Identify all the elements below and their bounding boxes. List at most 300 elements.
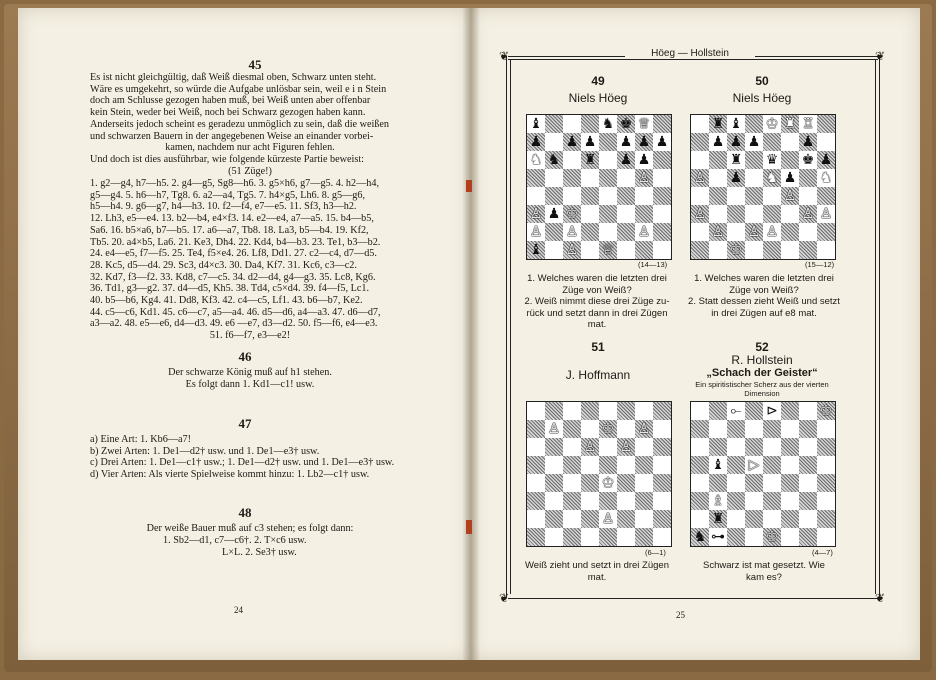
board-square	[545, 115, 563, 133]
chess-piece-icon: ♝	[529, 116, 543, 132]
board-square	[763, 510, 781, 528]
board-square	[691, 492, 709, 510]
board-square	[763, 205, 781, 223]
board-square	[527, 510, 545, 528]
chess-piece-icon: ♙	[529, 224, 543, 240]
chess-piece-icon: ♙	[711, 224, 725, 240]
board-square	[781, 528, 799, 546]
board-square	[781, 474, 799, 492]
chess-piece-icon: ♞	[547, 152, 561, 168]
board-square	[617, 528, 635, 546]
board-square	[799, 402, 817, 420]
problem-51-number: 51	[591, 340, 605, 354]
question-line: 2. Weiß nimmt diese drei Züge zu-	[524, 296, 670, 307]
board-square	[527, 187, 545, 205]
move-line: h5—h4. 9. g6—g7, h4—h3. 10. f2—f4, e7—e5. 11. Sf3, h3—h2.	[90, 201, 357, 213]
problem-49-author: Niels Höeg	[568, 91, 628, 105]
footer-rule	[508, 598, 878, 599]
chess-piece-icon: ♙	[765, 224, 779, 240]
board-square	[581, 420, 599, 438]
chess-piece-icon: ♙	[637, 170, 651, 186]
board-square	[563, 456, 581, 474]
solution-47-text	[90, 434, 420, 481]
board-square	[745, 528, 763, 546]
board-square	[745, 205, 763, 223]
solution-48-line1: Der weiße Bauer muß auf c3 stehen; es folgt dann:	[146, 523, 354, 534]
board-square	[581, 169, 599, 187]
question-line: in drei Zügen auf e8 mat.	[711, 307, 817, 319]
chess-piece-icon: ♙	[565, 224, 579, 240]
board-square	[653, 187, 671, 205]
board-square	[581, 492, 599, 510]
move-line: 40. b5—b6, Kg4. 41. Dd8, Kf3. 42. c4—c5, Lf1. 43. b6—b7, Ke2.	[90, 295, 363, 307]
chess-piece-icon: ♟	[819, 152, 833, 168]
chess-piece-icon: ♟	[655, 134, 669, 150]
board-square	[617, 205, 635, 223]
board-square	[545, 402, 563, 420]
board-square	[709, 402, 727, 420]
board-square	[599, 205, 617, 223]
board-square	[799, 223, 817, 241]
board-square	[799, 187, 817, 205]
chess-piece-icon: ♙	[529, 206, 543, 222]
board-square	[709, 205, 727, 223]
move-line: 51. f6—f7, e3—e2!	[209, 330, 291, 342]
board-square	[745, 510, 763, 528]
board-square	[581, 223, 599, 241]
board-square	[691, 223, 709, 241]
board-square	[617, 456, 635, 474]
text-line: a) Eine Art: 1. Kb6—a7!	[90, 434, 191, 445]
board-square	[691, 420, 709, 438]
board-square	[781, 402, 799, 420]
question-line: rück und setzt dann in drei Zügen	[526, 307, 668, 319]
chess-piece-icon: ♕	[601, 242, 615, 258]
board-square	[617, 474, 635, 492]
board-square	[781, 241, 799, 259]
board-square	[763, 133, 781, 151]
move-line: 44. c5—c6, Kd1. 45. c6—c7, a5—a4. 46. d5—d6, a4—a3. 47. d6—d7,	[90, 306, 381, 318]
solution-45-intro	[90, 72, 410, 177]
board-square	[635, 205, 653, 223]
board-square	[745, 115, 763, 133]
chess-piece-icon: ♙	[637, 421, 651, 437]
board-square	[745, 474, 763, 492]
board-square	[799, 528, 817, 546]
board-square	[799, 456, 817, 474]
board-square	[709, 420, 727, 438]
board-square	[545, 187, 563, 205]
question-line: Züge von Weiß?	[729, 284, 799, 296]
chess-piece-icon: ♙	[637, 224, 651, 240]
board-square	[817, 223, 835, 241]
board-square	[563, 474, 581, 492]
board-square	[599, 528, 617, 546]
text-line: Wäre es umgekehrt, so würde die Aufgabe unlösbar sein, weil e i n Stein	[90, 83, 387, 95]
board-square	[727, 438, 745, 456]
board-square	[599, 223, 617, 241]
chess-piece-icon: ♟	[783, 170, 797, 186]
board-square	[653, 205, 671, 223]
board-square	[745, 169, 763, 187]
text-line: (51 Züge!)	[228, 165, 272, 177]
board-square	[799, 169, 817, 187]
board-square	[745, 420, 763, 438]
board-square	[709, 169, 727, 187]
move-line: Tb5. 20. a4×b5, La6. 21. Ke3, Dh4. 22. Kd4, b4—b3. 23. Te1, b3—b2.	[90, 236, 381, 248]
board-square	[563, 438, 581, 456]
board-square	[599, 438, 617, 456]
board-square	[581, 510, 599, 528]
chess-piece-icon: ♞	[693, 529, 707, 545]
board-square	[817, 456, 835, 474]
chess-piece-icon: ♜	[583, 152, 597, 168]
board-square	[599, 456, 617, 474]
board-square	[527, 402, 545, 420]
board-square	[563, 151, 581, 169]
chess-piece-icon: ♟	[619, 152, 633, 168]
board-square	[763, 438, 781, 456]
board-square	[563, 420, 581, 438]
move-line: 32. Kd7, f3—f2. 33. Kd8, c7—c5. 34. d2—d4, g4—g3. 35. Lc8, Kg6.	[90, 271, 376, 283]
chess-piece-icon: ♞	[529, 152, 543, 168]
board-square	[817, 492, 835, 510]
board-square	[817, 133, 835, 151]
problem-51-board	[526, 401, 672, 547]
question-line: mat.	[587, 571, 607, 583]
board-square	[617, 169, 635, 187]
board-square	[763, 456, 781, 474]
board-square	[545, 492, 563, 510]
problem-51-author: J. Hoffmann	[565, 368, 631, 382]
problem-49-piece-count: (14—13)	[638, 260, 668, 269]
chess-piece-icon: ♟	[729, 134, 743, 150]
note-line: Dimension	[744, 389, 780, 398]
corner-ornament-icon: ❦	[875, 49, 886, 63]
board-square	[763, 241, 781, 259]
text-line: b) Zwei Arten: 1. De1—d2† usw. und 1. De1—e3† usw.	[90, 445, 320, 457]
chess-piece-icon: ⊶	[711, 529, 725, 545]
board-square	[817, 187, 835, 205]
board-square	[691, 151, 709, 169]
question-line: kam es?	[746, 571, 782, 583]
board-square	[817, 438, 835, 456]
board-square	[581, 528, 599, 546]
board-square	[799, 474, 817, 492]
board-square	[635, 474, 653, 492]
note-line: Ein spiritistischer Scherz aus der vierten	[695, 380, 829, 389]
board-square	[817, 510, 835, 528]
move-line: Sa6. 16. b5×a6, b7—b5. 17. a6—a7, Tb8. 18. La3, b5—b4. 19. Kf2,	[90, 224, 369, 236]
board-square	[527, 528, 545, 546]
solution-45-moves	[90, 178, 410, 342]
left-page-number: 24	[234, 605, 243, 615]
board-square	[635, 456, 653, 474]
board-square	[817, 241, 835, 259]
chess-piece-icon: ♝	[711, 457, 725, 473]
chess-piece-icon: ♝	[729, 116, 743, 132]
board-square	[727, 187, 745, 205]
board-square	[617, 402, 635, 420]
problem-49-board	[526, 114, 672, 260]
board-square	[617, 510, 635, 528]
board-square	[581, 402, 599, 420]
binding-thread	[466, 520, 472, 534]
board-square	[781, 456, 799, 474]
text-line: Anderseits jedoch scheint es geradezu unmöglich zu sein, daß die weißen	[90, 118, 390, 130]
chess-piece-icon: ♙	[583, 439, 597, 455]
board-square	[709, 151, 727, 169]
problem-52-note	[680, 380, 844, 398]
board-square	[581, 474, 599, 492]
board-square	[545, 438, 563, 456]
board-square	[563, 492, 581, 510]
problem-52-number: 52	[755, 340, 769, 354]
text-line: Und doch ist dies ausführbar, wie folgende kürzeste Partie beweist:	[90, 153, 365, 165]
board-square	[653, 420, 671, 438]
solution-48-number: 48	[238, 505, 252, 520]
problem-50-number: 50	[755, 74, 769, 88]
question-line: Schwarz ist mat gesetzt. Wie	[703, 560, 825, 571]
text-line: d) Vier Arten: Als vierte Spielweise kommt hinzu: 1. Lb2—c1† usw.	[90, 469, 370, 481]
corner-ornament-icon: ❦	[875, 591, 886, 605]
chess-piece-icon: ♙	[619, 439, 633, 455]
board-square	[635, 510, 653, 528]
chess-piece-icon: ♙	[819, 206, 833, 222]
chess-piece-icon: ♚	[765, 116, 779, 132]
board-square	[799, 241, 817, 259]
board-square	[691, 438, 709, 456]
board-square	[635, 402, 653, 420]
problem-50-author: Niels Höeg	[732, 91, 792, 105]
board-square	[763, 187, 781, 205]
text-line: Der schwarze König muß auf h1 stehen.	[168, 367, 332, 378]
board-square	[653, 438, 671, 456]
text-line: Es folgt dann 1. Kd1—c1! usw.	[185, 378, 315, 390]
board-square	[691, 456, 709, 474]
problem-50-piece-count: (15—12)	[805, 260, 835, 269]
board-square	[745, 402, 763, 420]
move-line: a3—a2. 48. e5—e6, d4—d3. 49. e6 —e7, d3—d2. 50. f5—f6, e4—e3.	[90, 318, 378, 330]
board-square	[581, 115, 599, 133]
chess-piece-icon: ♙	[747, 224, 761, 240]
problem-51-piece-count: (6—1)	[645, 548, 666, 557]
board-square	[745, 187, 763, 205]
question-line: mat.	[587, 319, 607, 330]
chess-piece-icon: ♟	[529, 134, 543, 150]
text-line: kamen, nachdem nur acht Figuren fehlen.	[165, 142, 335, 154]
move-line: 24. e4—e5, f7—f5. 25. Te4, f5×e4. 26. Lf8, Dd1. 27. c2—c4, d7—d5.	[90, 248, 377, 260]
board-square	[727, 474, 745, 492]
board-square	[745, 492, 763, 510]
board-square	[691, 133, 709, 151]
chess-piece-icon: ♞	[601, 116, 615, 132]
board-square	[727, 492, 745, 510]
board-square	[653, 241, 671, 259]
chess-piece-icon: ♙	[783, 188, 797, 204]
board-square	[781, 510, 799, 528]
board-square	[635, 438, 653, 456]
chess-piece-icon: ⟜	[730, 403, 742, 419]
board-square	[599, 492, 617, 510]
question-line: 1. Welches waren die letzten drei	[694, 273, 834, 284]
board-square	[781, 133, 799, 151]
board-square	[799, 420, 817, 438]
move-line: 12. Lh3, e5—e4. 13. b2—b4, e4×f3. 14. e2—e4, a7—a5. 15. b4—b5,	[90, 213, 374, 225]
problem-52-piece-count: (4—7)	[812, 548, 833, 557]
board-square	[653, 492, 671, 510]
board-square	[691, 115, 709, 133]
chess-piece-icon: ♜	[729, 152, 743, 168]
board-square	[599, 133, 617, 151]
board-square	[709, 187, 727, 205]
chess-piece-icon: ♜	[711, 511, 725, 527]
question-line: 2. Statt dessen zieht Weiß und setzt	[688, 296, 840, 307]
chess-piece-icon: ♞	[765, 170, 779, 186]
chess-piece-icon: ♛	[765, 152, 779, 168]
chess-piece-icon: ♚	[801, 152, 815, 168]
board-square	[545, 169, 563, 187]
board-square	[691, 402, 709, 420]
board-square	[709, 438, 727, 456]
chess-piece-icon: ♕	[637, 116, 651, 132]
board-square	[691, 510, 709, 528]
board-square	[581, 187, 599, 205]
board-square	[545, 133, 563, 151]
board-square	[563, 528, 581, 546]
board-square	[617, 223, 635, 241]
board-square	[781, 151, 799, 169]
board-square	[763, 474, 781, 492]
corner-ornament-icon: ❦	[499, 49, 510, 63]
problem-52-board	[690, 401, 836, 547]
chess-piece-icon: ♗	[711, 493, 725, 509]
problem-51-question	[514, 560, 680, 583]
text-line: c) Drei Arten: 1. De1—c1† usw.; 1. De1—d2† usw. und 1. De1—e3† usw.	[90, 457, 395, 469]
board-square	[635, 241, 653, 259]
board-square	[727, 205, 745, 223]
board-square	[563, 169, 581, 187]
problem-49-number: 49	[591, 74, 605, 88]
chess-piece-icon: ♟	[547, 206, 561, 222]
corner-ornament-icon: ❦	[499, 591, 510, 605]
chess-piece-icon: ♟	[637, 152, 651, 168]
board-square	[781, 492, 799, 510]
board-square	[527, 169, 545, 187]
problem-50-question	[680, 273, 848, 319]
board-square	[617, 241, 635, 259]
board-square	[653, 151, 671, 169]
chess-piece-icon: ♟	[637, 134, 651, 150]
chess-piece-icon: ♟	[565, 134, 579, 150]
board-square	[581, 456, 599, 474]
board-square	[653, 402, 671, 420]
board-square	[581, 241, 599, 259]
board-square	[527, 420, 545, 438]
chess-piece-icon: ♚	[619, 116, 633, 132]
board-square	[545, 528, 563, 546]
chess-piece-icon: ♔	[819, 403, 833, 419]
chess-piece-icon: ♝	[529, 242, 543, 258]
board-square	[545, 223, 563, 241]
chess-piece-icon: ♖	[801, 116, 815, 132]
running-header: Höeg — Hollstein	[625, 48, 755, 59]
book-gutter	[462, 8, 480, 660]
board-square	[653, 474, 671, 492]
board-square	[635, 492, 653, 510]
move-line: 28. Kc5, d5—d4. 29. Sc3, d4×c3. 30. Da4, Kf7. 31. Kc6, c3—c2.	[90, 259, 357, 271]
problem-50-board	[690, 114, 836, 260]
solution-47-number: 47	[238, 416, 252, 431]
solution-46-text	[90, 367, 410, 390]
board-square	[599, 169, 617, 187]
board-square	[763, 420, 781, 438]
board-square	[527, 492, 545, 510]
question-line: 1. Welches waren die letzten drei	[527, 273, 667, 284]
move-line: g5—g4. 5. h6—h7, Tg8. 6. a2—a4, Tg5. 7. h4×g5, Lh6. 8. g5—g6,	[90, 189, 366, 201]
chess-piece-icon: ♟	[747, 134, 761, 150]
chess-piece-icon: ♙	[547, 421, 561, 437]
board-square	[781, 223, 799, 241]
board-square	[545, 241, 563, 259]
board-square	[817, 420, 835, 438]
board-square	[599, 402, 617, 420]
board-square	[727, 510, 745, 528]
board-square	[545, 510, 563, 528]
board-square	[799, 438, 817, 456]
board-square	[781, 205, 799, 223]
chess-piece-icon: ♟	[729, 170, 743, 186]
board-square	[563, 187, 581, 205]
text-line: kein Stein, weder bei Weiß, noch bei Schwarz gezogen haben kann.	[90, 107, 366, 119]
board-square	[781, 438, 799, 456]
board-square	[727, 528, 745, 546]
board-square	[745, 241, 763, 259]
board-square	[727, 456, 745, 474]
board-square	[599, 151, 617, 169]
board-square	[691, 241, 709, 259]
solution-48-line3: L×L. 2. Se3† usw.	[222, 547, 297, 558]
board-square	[527, 438, 545, 456]
board-square	[745, 151, 763, 169]
board-square	[653, 223, 671, 241]
board-square	[763, 492, 781, 510]
chess-piece-icon: ♔	[729, 242, 743, 258]
board-square	[545, 474, 563, 492]
chess-piece-icon: ♔	[565, 206, 579, 222]
solution-48-line2: 1. Sb2—d1, c7—c6†. 2. T×c6 usw.	[163, 535, 307, 546]
board-square	[563, 402, 581, 420]
board-square	[635, 528, 653, 546]
chess-piece-icon: ♚	[601, 475, 615, 491]
board-square	[617, 187, 635, 205]
board-square	[527, 456, 545, 474]
problem-52-subtitle: „Schach der Geister“	[706, 367, 818, 379]
right-page-number: 25	[676, 610, 685, 620]
problem-49-question	[514, 273, 680, 331]
text-line: Es ist nicht gleichgültig, daß Weiß diesmal oben, Schwarz unten steht.	[90, 72, 377, 83]
board-square	[527, 474, 545, 492]
board-square	[617, 420, 635, 438]
solution-45-number: 45	[248, 57, 262, 72]
board-square	[653, 456, 671, 474]
board-square	[691, 474, 709, 492]
board-square	[817, 474, 835, 492]
chess-piece-icon: ♙	[693, 170, 707, 186]
board-square	[653, 528, 671, 546]
question-line: Züge von Weiß?	[562, 284, 632, 296]
board-square	[691, 187, 709, 205]
